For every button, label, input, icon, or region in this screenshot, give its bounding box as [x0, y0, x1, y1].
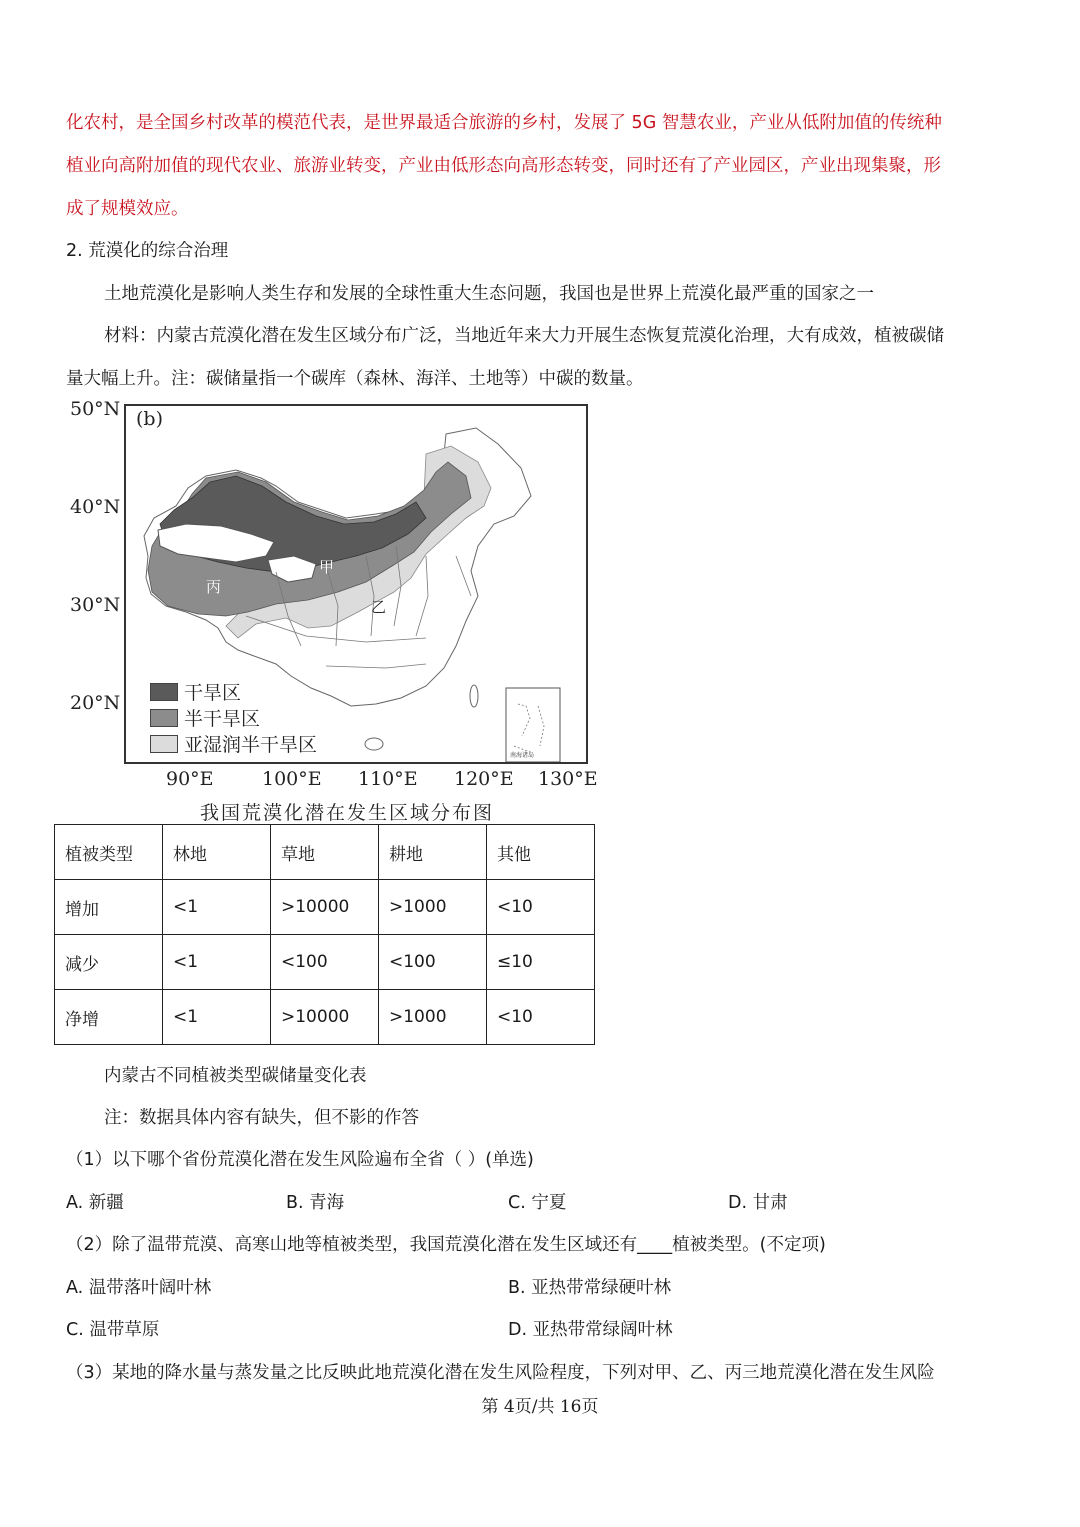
table-cell: <100	[271, 935, 379, 990]
table-cell: 减少	[55, 935, 163, 990]
q1-option-c[interactable]: C. 宁夏	[508, 1193, 567, 1213]
legend-item-semi-arid	[150, 704, 260, 731]
lon-label-90: 90°E	[166, 768, 214, 790]
q2-option-a[interactable]: A. 温带落叶阔叶林	[66, 1278, 212, 1298]
lat-label-20: 20°N	[70, 692, 121, 714]
table-row	[55, 935, 595, 990]
place-label-bing: 丙	[206, 578, 222, 596]
lat-label-30: 30°N	[70, 594, 121, 616]
q2-option-c[interactable]: C. 温带草原	[66, 1320, 160, 1340]
panel-label: (b)	[136, 408, 163, 430]
table-header-cell: 草地	[271, 825, 379, 880]
table-note: 注：数据具体内容有缺失，但不影的作答	[104, 1108, 419, 1128]
legend-swatch-sub-humid	[150, 735, 178, 753]
q2-option-b[interactable]: B. 亚热带常绿硬叶林	[508, 1278, 672, 1298]
legend-item-sub-humid	[150, 730, 317, 757]
desertification-map	[66, 398, 606, 798]
lat-label-50: 50°N	[70, 398, 121, 420]
question-3: （3）某地的降水量与蒸发量之比反映此地荒漠化潜在发生风险程度，下列对甲、乙、丙三地荒漠化潜在发生风险	[66, 1363, 935, 1383]
table-cell: >1000	[379, 880, 487, 935]
page-footer: 第 4页/共 16页	[481, 1397, 599, 1417]
question-1: （1）以下哪个省份荒漠化潜在发生风险遍布全省（ ）(单选)	[66, 1150, 534, 1170]
legend-swatch-arid	[150, 683, 178, 701]
place-label-jia: 甲	[319, 558, 335, 576]
table-cell: <10	[487, 990, 595, 1045]
q1-option-a[interactable]: A. 新疆	[66, 1193, 124, 1213]
table-header-row	[55, 825, 595, 880]
lon-label-110: 110°E	[358, 768, 418, 790]
table-row	[55, 880, 595, 935]
section-para-2-line-1: 材料：内蒙古荒漠化潜在发生区域分布广泛，当地近年来大力开展生态恢复荒漠化治理，大有成效，植被碳储	[104, 326, 944, 346]
table-cell: <1	[163, 990, 271, 1045]
table-header-cell: 植被类型	[55, 825, 163, 880]
q1-option-d[interactable]: D. 甘肃	[728, 1193, 788, 1213]
table-header-cell: 其他	[487, 825, 595, 880]
place-label-yi: 乙	[371, 598, 387, 616]
intro-line-1: 化农村，是全国乡村改革的模范代表，是世界最适合旅游的乡村，发展了 5G 智慧农业，产业从低附加值的传统种	[66, 113, 942, 133]
intro-line-2: 植业向高附加值的现代农业、旅游业转变，产业由低形态向高形态转变，同时还有了产业园区，产业出现集聚，形	[66, 156, 941, 176]
carbon-storage-table	[54, 824, 595, 1045]
table-cell: <1	[163, 935, 271, 990]
legend-item-arid	[150, 678, 241, 705]
section-heading: 2. 荒漠化的综合治理	[66, 241, 229, 261]
section-para-2-line-2: 量大幅上升。注：碳储量指一个碳库（森林、海洋、土地等）中碳的数量。	[66, 369, 644, 389]
table-row	[55, 990, 595, 1045]
legend-label-sub-humid: 亚湿润半干旱区	[184, 734, 318, 756]
table-caption: 内蒙古不同植被类型碳储量变化表	[104, 1066, 367, 1086]
lat-label-40: 40°N	[70, 496, 121, 518]
legend-label-arid: 干旱区	[184, 682, 242, 704]
table-cell: ≤10	[487, 935, 595, 990]
question-2: （2）除了温带荒漠、高寒山地等植被类型，我国荒漠化潜在发生区域还有____植被类型。(不定项)	[66, 1235, 826, 1255]
q2-option-d[interactable]: D. 亚热带常绿阔叶林	[508, 1320, 673, 1340]
table-cell: 净增	[55, 990, 163, 1045]
section-para-1: 土地荒漠化是影响人类生存和发展的全球性重大生态问题，我国也是世界上荒漠化最严重的国家之一	[104, 284, 874, 304]
legend-label-semi-arid: 半干旱区	[184, 708, 261, 730]
table-cell: >10000	[271, 880, 379, 935]
table-cell: >1000	[379, 990, 487, 1045]
table-header-cell: 林地	[163, 825, 271, 880]
map-frame	[124, 404, 588, 764]
map-caption: 我国荒漠化潜在发生区域分布图	[200, 802, 495, 824]
legend-swatch-semi-arid	[150, 709, 178, 727]
table-cell: >10000	[271, 990, 379, 1045]
lon-label-130: 130°E	[538, 768, 598, 790]
inset-label: 南海诸岛	[510, 752, 535, 759]
table-cell: <1	[163, 880, 271, 935]
table-header-cell: 耕地	[379, 825, 487, 880]
lon-label-100: 100°E	[262, 768, 322, 790]
lon-label-120: 120°E	[454, 768, 514, 790]
table-cell: <100	[379, 935, 487, 990]
intro-line-3: 成了规模效应。	[66, 199, 189, 219]
q1-option-b[interactable]: B. 青海	[286, 1193, 345, 1213]
table-cell: 增加	[55, 880, 163, 935]
table-cell: <10	[487, 880, 595, 935]
